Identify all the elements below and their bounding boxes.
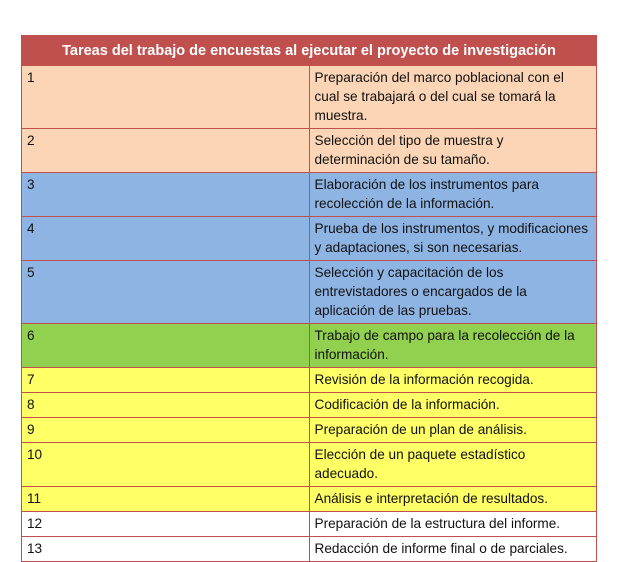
header-row xyxy=(22,36,597,66)
row-number: 4 xyxy=(22,217,310,261)
row-text: Preparación de un plan de análisis. xyxy=(309,418,597,443)
table-row xyxy=(22,393,597,418)
row-text: Redacción de informe final o de parciales. xyxy=(309,537,597,562)
row-number: 11 xyxy=(22,487,310,512)
row-number: 9 xyxy=(22,418,310,443)
table-row xyxy=(22,261,597,324)
row-text: Selección del tipo de muestra y determinación de su tamaño. xyxy=(309,129,597,173)
table-row xyxy=(22,66,597,129)
table-row xyxy=(22,217,597,261)
row-number: 10 xyxy=(22,443,310,487)
table-title: Tareas del trabajo de encuestas al ejecutar el proyecto de investigación xyxy=(22,36,597,66)
table-row xyxy=(22,324,597,368)
tasks-table xyxy=(21,35,597,562)
row-number: 6 xyxy=(22,324,310,368)
row-text: Elección de un paquete estadístico adecuado. xyxy=(309,443,597,487)
table-row xyxy=(22,443,597,487)
row-number: 12 xyxy=(22,512,310,537)
table-row xyxy=(22,418,597,443)
row-number: 13 xyxy=(22,537,310,562)
row-text: Revisión de la información recogida. xyxy=(309,368,597,393)
row-text: Prueba de los instrumentos, y modificaciones y adaptaciones, si son necesarias. xyxy=(309,217,597,261)
table-row xyxy=(22,487,597,512)
table-row xyxy=(22,368,597,393)
row-text: Selección y capacitación de los entrevistadores o encargados de la aplicación de las pruebas. xyxy=(309,261,597,324)
table-row xyxy=(22,173,597,217)
table-row xyxy=(22,129,597,173)
row-text: Codificación de la información. xyxy=(309,393,597,418)
row-number: 1 xyxy=(22,66,310,129)
row-text: Preparación del marco poblacional con el cual se trabajará o del cual se tomará la muestra. xyxy=(309,66,597,129)
table-row xyxy=(22,537,597,562)
row-text: Análisis e interpretación de resultados. xyxy=(309,487,597,512)
row-number: 8 xyxy=(22,393,310,418)
row-text: Trabajo de campo para la recolección de la información. xyxy=(309,324,597,368)
row-number: 7 xyxy=(22,368,310,393)
row-text: Preparación de la estructura del informe. xyxy=(309,512,597,537)
row-number: 2 xyxy=(22,129,310,173)
row-text: Elaboración de los instrumentos para recolección de la información. xyxy=(309,173,597,217)
row-number: 5 xyxy=(22,261,310,324)
table-row xyxy=(22,512,597,537)
row-number: 3 xyxy=(22,173,310,217)
